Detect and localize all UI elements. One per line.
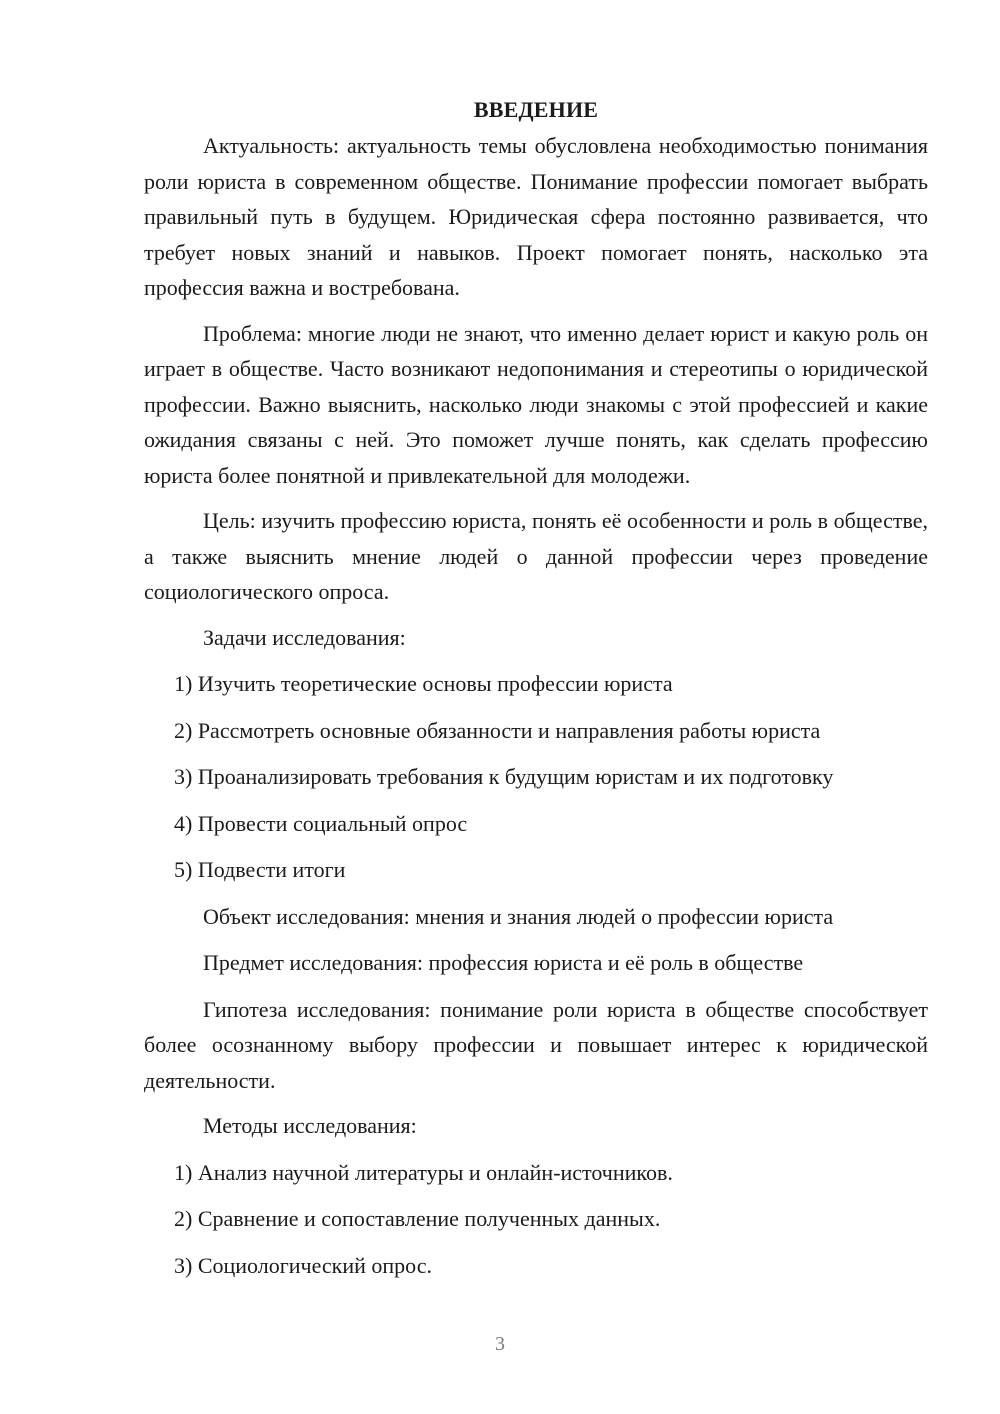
task-item: 1) Изучить теоретические основы профессии юриста [174,671,673,696]
goal-paragraph: Цель: изучить профессию юриста, понять её особенности и роль в обществе, а также выяснить мнение людей о данной профессии через проведение социологического опроса. [144,508,928,604]
task-item: 2) Рассмотреть основные обязанности и направления работы юриста [174,717,821,743]
problem-paragraph: Проблема: многие люди не знают, что именно делает юрист и какую роль он играет в обществе. Часто возникают недопонимания и стереотипы о юридической профессии. Важно выяснить, насколько люди знакомы с этой профессией и какие ожидания связаны с ней. Это поможет лучше понять, как сделать профессию юриста более понятной и привлекательной для молодежи. [144,320,928,488]
document-body [144,92,928,1283]
research-object: Объект исследования: мнения и знания людей о профессии юриста [203,903,834,929]
research-subject: Предмет исследования: профессия юриста и её роль в обществе [203,950,804,975]
page-title: ВВЕДЕНИЕ [473,97,599,122]
tasks-list [144,666,928,888]
methods-heading: Методы исследования: [203,1113,417,1138]
methods-list [144,1155,928,1284]
method-item: 1) Анализ научной литературы и онлайн-источников. [174,1159,673,1185]
task-item: 3) Проанализировать требования к будущим юристам и их подготовку [174,764,834,789]
hypothesis-paragraph: Гипотеза исследования: понимание роли юриста в обществе способствует более осознанному выбору профессии и повышает интерес к юридической деятельности. [144,996,928,1093]
method-item: 3) Социологический опрос. [174,1252,432,1278]
task-item: 4) Провести социальный опрос [174,810,468,836]
task-item: 5) Подвести итоги [174,857,346,882]
page-number: 3 [495,1333,505,1355]
relevance-paragraph: Актуальность: актуальность темы обусловлена необходимостью понимания роли юриста в современном обществе. Понимание профессии помогает выбрать правильный путь в будущем. Юридическая сфера постоянно развивается, что требует новых знаний и навыков. Проект помогает понять, насколько эта профессия важна и востребована. [144,133,928,300]
tasks-heading: Задачи исследования: [203,624,406,650]
method-item: 2) Сравнение и сопоставление полученных данных. [174,1206,661,1231]
